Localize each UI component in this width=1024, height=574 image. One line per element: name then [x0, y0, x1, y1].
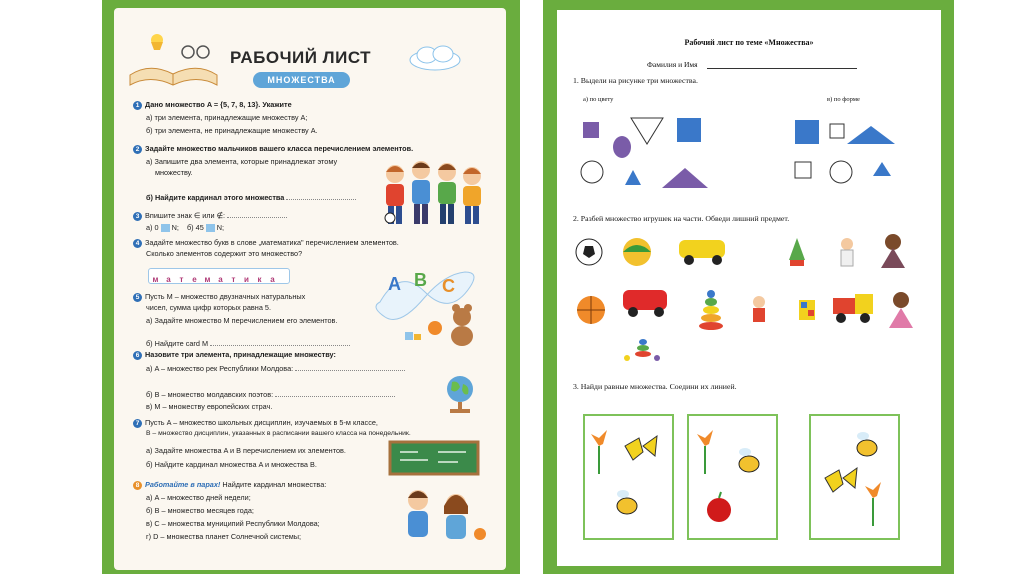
q8-c: в) C – множества муниципий Республики Молдова; [146, 519, 320, 528]
question-3: 3 Впишите знак ∈ или ∉: [133, 210, 287, 221]
question-1: 1 Дано множество A = {5, 7, 8, 13}. Укажите [133, 100, 292, 110]
task-1-by-shape: в) по форме [827, 96, 860, 103]
question-4: 4 Задайте множество букв в слове „математика" перечислением элементов. [133, 238, 399, 248]
letter-tile: т [179, 275, 184, 284]
task-2: 2. Разбей множество игрушек на части. Обведи лишний предмет. [573, 214, 790, 223]
abc-teddy-illustration [370, 262, 480, 347]
question-6: 6 Назовите три элемента, принадлежащие множеству: [133, 350, 336, 360]
q1-a: а) три элемента, принадлежащие множеству A; [146, 113, 308, 122]
name-label: Фамилия и Имя [647, 60, 698, 69]
worksheet-title: РАБОЧИЙ ЛИСТ [230, 48, 372, 67]
task-3: 3. Найди равные множества. Соедини их линией. [573, 382, 737, 391]
q4-line2: Сколько элементов содержит это множество? [146, 249, 303, 258]
letter-tile: а [270, 275, 275, 284]
letter-tile: т [231, 275, 236, 284]
letter-tile: а [166, 275, 171, 284]
q3-answers: а) 0 N; б) 45 N; [146, 223, 225, 232]
chalkboard-icon [388, 440, 480, 478]
letter-tile: и [244, 275, 249, 284]
pair-kids-illustration [398, 484, 488, 550]
card-1-pictures [585, 416, 675, 534]
task-1: 1. Выдели на рисунке три множества. [573, 76, 698, 85]
q1-b: б) три элемента, не принадлежащие множеству A. [146, 126, 318, 135]
card-2-pictures [689, 416, 779, 534]
right-worksheet [557, 10, 941, 566]
q2-b: б) Найдите кардинал этого множества [146, 192, 356, 203]
letter-tile: м [152, 275, 159, 284]
right-title: Рабочий лист по теме «Множества» [684, 38, 814, 47]
q6-b: б) B – множество молдавских поэтов: [146, 389, 395, 400]
word-letters-box [148, 268, 290, 284]
children-illustration [378, 158, 488, 230]
q7-b: б) Найдите кардинал множества A и множества B. [146, 460, 317, 469]
abc-letter-a: A [388, 274, 401, 294]
worksheet-subtitle: МНОЖЕСТВА [253, 72, 350, 88]
book-lamp-illustration [125, 30, 225, 90]
q7-line2: B – множество дисциплин, указанных в расписании вашего класса на понедельник. [146, 430, 411, 437]
q2-a-line1: а) Запишите два элемента, которые принадлежат этому [146, 157, 338, 166]
question-2: 2 Задайте множество мальчиков вашего класса перечислением элементов. [133, 144, 413, 154]
letter-tile: е [192, 275, 197, 284]
name-field-line[interactable] [707, 68, 857, 69]
toys-figure [571, 230, 931, 365]
q5-a: а) Задайте множество M перечислением его элементов. [146, 316, 338, 325]
globe-icon [440, 372, 480, 416]
question-5: 5 Пусть M – множество двузначных натуральных [133, 292, 305, 302]
q6-c: в) M – множеству европейских страч. [146, 402, 273, 411]
cloud-icon [405, 42, 465, 72]
abc-letter-c: C [442, 276, 455, 296]
q6-a: а) A – множество рек Республики Молдова: [146, 363, 405, 374]
q5-b: б) Найдите card M [146, 338, 350, 349]
letter-tile: а [218, 275, 223, 284]
letter-tile: м [204, 275, 211, 284]
q8-a: а) A – множество дней недели; [146, 493, 251, 502]
letter-tile: к [257, 275, 262, 284]
q2-a-line2: множеству. [155, 168, 193, 177]
card-3-pictures [811, 416, 901, 534]
q8-d: г) D – множества планет Солнечной системы; [146, 532, 302, 541]
abc-letter-b: B [414, 270, 427, 290]
q5-line2: чисел, сумма цифр которых равна 5. [146, 303, 271, 312]
task-1-by-color: а) по цвету [583, 96, 614, 103]
question-7: 7 Пусть A – множество школьных дисциплин, изучаемых в 5-м классе, [133, 418, 378, 428]
question-8: 8 Работайте в парах! Найдите кардинал множества: [133, 480, 326, 490]
q7-a: а) Задайте множества A и B перечислением их элементов. [146, 446, 346, 455]
q8-b: б) B – множество месяцев года; [146, 506, 254, 515]
shapes-figure [577, 110, 917, 190]
